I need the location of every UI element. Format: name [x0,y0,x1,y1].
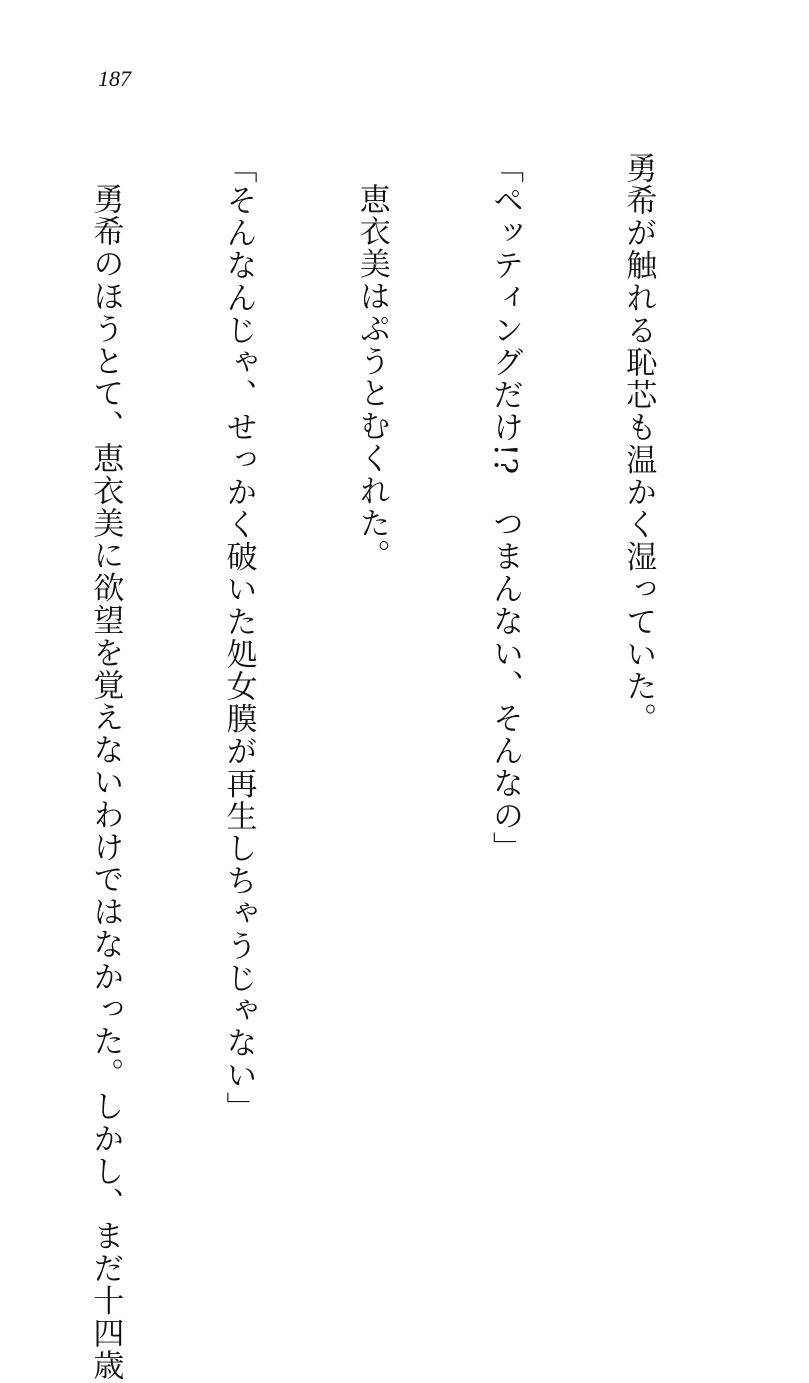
text-line [83,152,127,1382]
paragraph-indent [356,152,387,183]
text-line-content: 勇希が触れる恥芯も温かく湿っていた。 [620,152,657,736]
text-line-content: 勇希のほうとて、恵衣美に欲望を覚えないわけではなかった。しかし、まだ十四歳 [87,183,124,1382]
text-line [349,152,393,1112]
text-line [483,152,527,1112]
body-text [49,152,749,1382]
page-number: 187 [98,66,131,91]
text-line-content: 恵衣美はぷうとむくれた。 [353,183,390,572]
text-line [216,152,260,1124]
paragraph-indent [90,152,121,183]
text-line [616,152,660,1112]
text-line-content: 「そんなんじゃ、せっかく破いた処女膜が再生しちゃうじゃない」 [220,152,257,1124]
text-line-content: 「ペッティングだけ!? つまんない、そんなの」 [486,152,523,865]
